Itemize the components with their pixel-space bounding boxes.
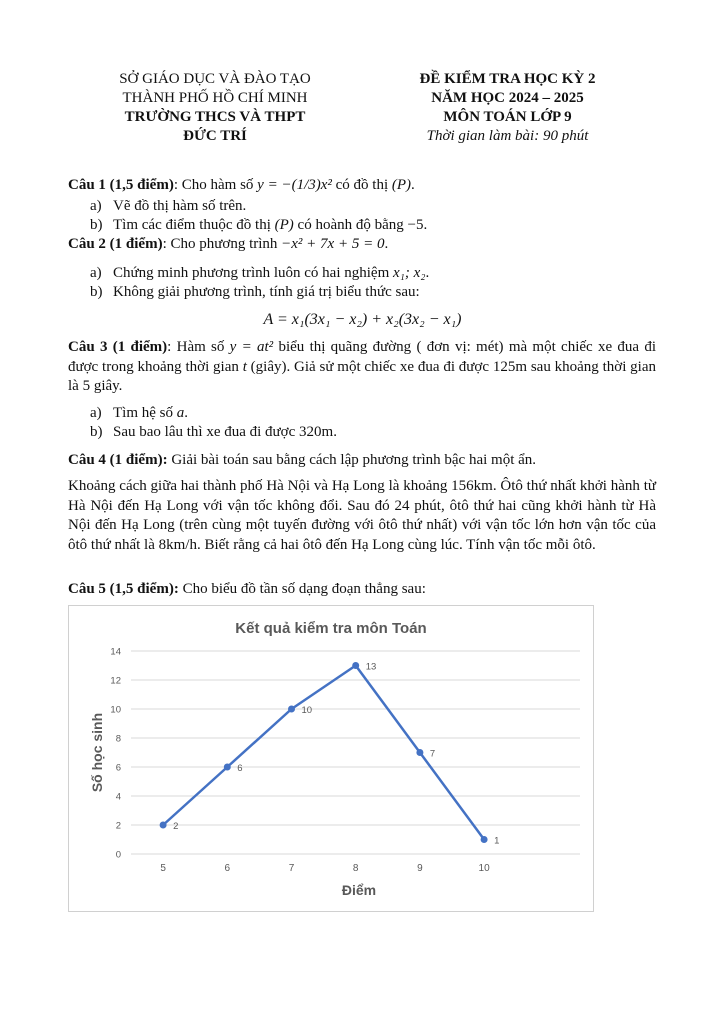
- header-left: [95, 70, 335, 146]
- series-line: [163, 666, 484, 840]
- y-tick-label: 14: [110, 646, 121, 658]
- duration: Thời gian làm bài: 90 phút: [426, 128, 589, 144]
- q1-item-b: b) Tìm các điểm thuộc đồ thị (P) có hoành độ bằng −5.: [90, 217, 428, 233]
- q2-equation: −x² + 7x + 5 = 0: [281, 236, 385, 252]
- q2-line: Câu 2 (1 điểm): Cho phương trình −x² + 7x + 5 = 0.: [68, 236, 389, 252]
- data-point: [160, 822, 167, 829]
- q2-item-b: b) Không giải phương trình, tính giá trị biểu thức sau:: [90, 284, 420, 300]
- x-tick-label: 8: [352, 863, 359, 874]
- y-tick-label: 6: [115, 762, 121, 774]
- header-right: [395, 70, 620, 146]
- q2-label: Câu 2 (1 điểm): [68, 236, 163, 252]
- x-tick-label: 7: [288, 863, 295, 874]
- subject: MÔN TOÁN LỚP 9: [443, 109, 572, 125]
- line-chart: [69, 606, 593, 911]
- q4-line: [68, 451, 536, 470]
- data-label: 13: [365, 661, 377, 673]
- q3-func: y = at²: [229, 339, 274, 355]
- y-tick-label: 0: [115, 849, 121, 861]
- y-tick-label: 8: [115, 733, 121, 745]
- q5-text: Cho biểu đồ tần số dạng đoạn thẳng sau:: [178, 581, 426, 597]
- data-label: 10: [301, 705, 313, 716]
- q2-expression: A = x₁(3x₁ − x₂) + x₂(3x₂ − x₁): [263, 311, 462, 328]
- q3-item-a: a) Tìm hệ số a.: [90, 405, 188, 421]
- data-point: [481, 836, 488, 843]
- x-tick-label: 6: [224, 863, 231, 874]
- data-label: 2: [173, 821, 179, 832]
- y-tick-label: 12: [110, 675, 121, 687]
- y-tick-label: 10: [110, 704, 121, 716]
- q2-item-a: a) Chứng minh phương trình luôn có hai nghiệm x₁; x₂.: [90, 265, 430, 281]
- x-axis-label: Điểm: [341, 882, 377, 898]
- q1-text-b: có đồ thị: [331, 177, 392, 193]
- data-point: [416, 749, 423, 756]
- q1-item-a: a) Vẽ đồ thị hàm số trên.: [90, 198, 247, 214]
- chart-title: Kết quả kiểm tra môn Toán: [235, 620, 427, 637]
- city-name: THÀNH PHỐ HỒ CHÍ MINH: [122, 90, 308, 106]
- q4-body: Khoảng cách giữa hai thành phố Hà Nội và Hạ Long là khoảng 156km. Ôtô thứ nhất khởi hành từ Hà Nội đến Hạ Long với vận tốc không đổi. Sau đó 24 phút, ôtô thứ hai cũng khởi hành từ Hà Nội đến Hạ Long (trên cùng một tuyến đường với ôtô thứ nhất) với vận tốc lớn hơn vận tốc của ôtô thứ nhất là 8km/h. Biết rằng cả hai ôtô đến Hạ Long cùng lúc. Tính vận tốc mỗi ôtô.: [68, 478, 656, 553]
- q1-text-a: : Cho hàm số: [173, 177, 258, 193]
- x-tick-label: 10: [478, 863, 490, 874]
- exam-title: ĐỀ KIỂM TRA HỌC KỲ 2: [419, 71, 596, 87]
- q1-label: Câu 1 (1,5 điểm): [68, 177, 174, 193]
- y-tick-label: 4: [115, 791, 121, 803]
- q3-label: Câu 3 (1 điểm): [68, 339, 168, 355]
- q5-label: Câu 5 (1,5 điểm):: [68, 581, 179, 597]
- x-tick-label: 9: [417, 863, 423, 874]
- data-label: 6: [237, 763, 243, 774]
- y-tick-label: 2: [115, 820, 121, 832]
- q5-line: [68, 580, 426, 599]
- school-name-1: TRƯỜNG THCS VÀ THPT: [124, 109, 306, 125]
- school-name-2: ĐỨC TRÍ: [183, 128, 247, 144]
- q1-graph: (P): [391, 177, 412, 193]
- data-point: [288, 706, 295, 713]
- q4-title: Giải bài toán sau bằng cách lập phương trình bậc hai một ẩn.: [167, 452, 537, 468]
- data-point: [352, 662, 359, 669]
- chart-container: [68, 605, 594, 912]
- y-axis-label: Số học sinh: [89, 712, 105, 793]
- q3-item-b: b) Sau bao lâu thì xe đua đi được 320m.: [90, 424, 337, 440]
- data-label: 7: [429, 748, 436, 760]
- q1-line: Câu 1 (1,5 điểm): Cho hàm số y = −(1/3)x² có đồ thị (P).: [68, 177, 415, 193]
- dept-name: SỞ GIÁO DỤC VÀ ĐÀO TẠO: [119, 71, 311, 87]
- q3-paragraph: Câu 3 (1 điểm): Hàm số y = at² biểu thị quãng đường ( đơn vị: mét) mà một chiếc xe đua đi được trong khoảng thời gian t (giây). Giả sử một chiếc xe đua đi được 125m sau khoảng thời gian là 5 giây.: [68, 339, 656, 394]
- school-year: NĂM HỌC 2024 – 2025: [431, 90, 584, 106]
- x-tick-label: 5: [160, 863, 166, 874]
- data-point: [224, 764, 231, 771]
- q1-formula: y = −(1/3)x²: [257, 177, 332, 193]
- q4-label: Câu 4 (1 điểm):: [68, 452, 168, 468]
- data-label: 1: [494, 835, 500, 847]
